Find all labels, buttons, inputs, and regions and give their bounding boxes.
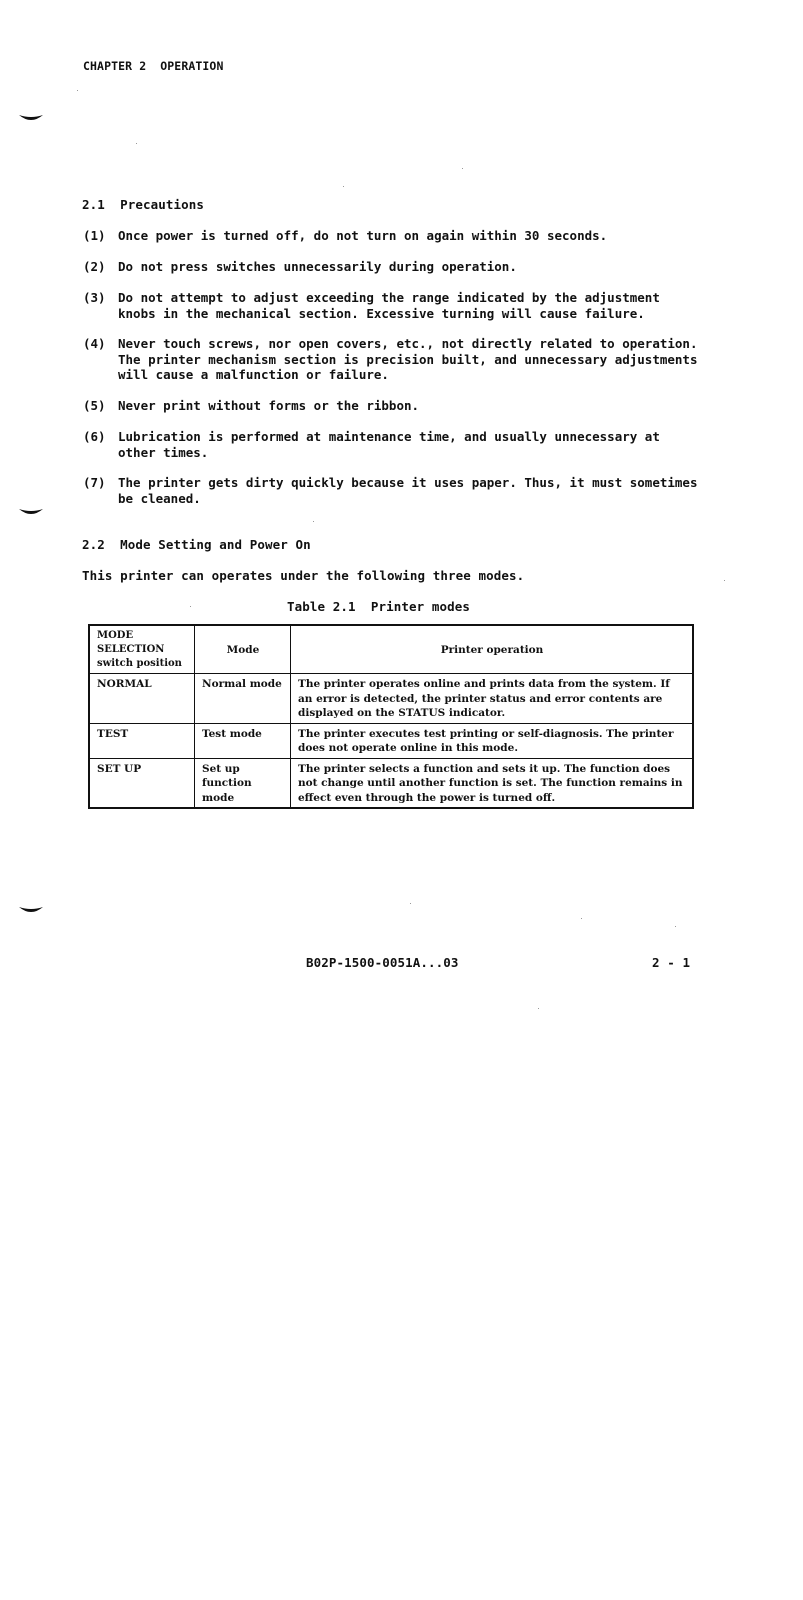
cell-printer-operation: The printer operates online and prints data from the system. If an error is detected, the printer status and error contents are displayed on the STATUS indicator. <box>291 674 694 724</box>
scan-speck <box>313 521 314 522</box>
table-row <box>89 723 693 758</box>
list-item-number: (5) <box>83 398 106 413</box>
binder-hole-mark <box>18 905 44 915</box>
cell-mode: Set up function mode <box>195 758 291 808</box>
cell-switch-position: SET UP <box>89 758 195 808</box>
list-item-text: The printer gets dirty quickly because it uses paper. Thus, it must sometimes be cleaned. <box>118 475 698 506</box>
scan-speck <box>190 606 191 607</box>
scan-speck <box>410 903 411 904</box>
scan-speck <box>538 1008 539 1009</box>
scan-speck <box>136 143 137 144</box>
table-caption: Table 2.1 Printer modes <box>287 599 471 614</box>
footer-document-id: B02P-1500-0051A...03 <box>306 955 459 970</box>
list-item-number: (4) <box>83 336 106 351</box>
scan-speck <box>675 926 676 927</box>
scan-speck <box>462 168 463 169</box>
cell-switch-position: TEST <box>89 723 195 758</box>
header-mode: Mode <box>195 625 291 674</box>
list-item-number: (1) <box>83 228 106 243</box>
list-item-text: Do not attempt to adjust exceeding the range indicated by the adjustment knobs in the mechanical section. Excessive turning will cause failure. <box>118 290 660 321</box>
table-header-row <box>89 625 693 674</box>
list-item-text: Lubrication is performed at maintenance time, and usually unnecessary at other times. <box>118 429 660 460</box>
list-item-text: Never touch screws, nor open covers, etc., not directly related to operation. The printer mechanism section is precision built, and unnecessary adjustments will cause a malfunction or failure. <box>118 336 698 382</box>
chapter-header: CHAPTER 2 OPERATION <box>83 59 224 73</box>
list-item-text: Do not press switches unnecessarily during operation. <box>118 259 517 274</box>
header-switch-position: MODE SELECTION switch position <box>89 625 195 674</box>
list-item-text: Never print without forms or the ribbon. <box>118 398 420 413</box>
footer-page-number: 2 - 1 <box>652 955 691 970</box>
section-title-mode-setting: 2.2 Mode Setting and Power On <box>82 537 311 552</box>
table-row <box>89 758 693 808</box>
section-title-precautions: 2.1 Precautions <box>82 197 205 212</box>
cell-switch-position: NORMAL <box>89 674 195 724</box>
list-item-number: (6) <box>83 429 106 444</box>
scan-speck <box>724 580 725 581</box>
section-intro: This printer can operates under the following three modes. <box>82 568 525 583</box>
cell-mode: Normal mode <box>195 674 291 724</box>
cell-printer-operation: The printer executes test printing or self-diagnosis. The printer does not operate online in this mode. <box>291 723 694 758</box>
table-row <box>89 674 693 724</box>
scan-speck <box>77 90 78 91</box>
list-item-number: (7) <box>83 475 106 490</box>
scan-speck <box>343 186 344 187</box>
list-item-number: (2) <box>83 259 106 274</box>
cell-printer-operation: The printer selects a function and sets it up. The function does not change until another function is set. The function remains in effect even through the power is turned off. <box>291 758 694 808</box>
list-item-text: Once power is turned off, do not turn on again within 30 seconds. <box>118 228 608 243</box>
printer-modes-table <box>88 624 694 809</box>
binder-hole-mark <box>18 113 44 123</box>
cell-mode: Test mode <box>195 723 291 758</box>
binder-hole-mark <box>18 507 44 517</box>
header-printer-operation: Printer operation <box>291 625 694 674</box>
list-item-number: (3) <box>83 290 106 305</box>
scan-speck <box>581 918 582 919</box>
